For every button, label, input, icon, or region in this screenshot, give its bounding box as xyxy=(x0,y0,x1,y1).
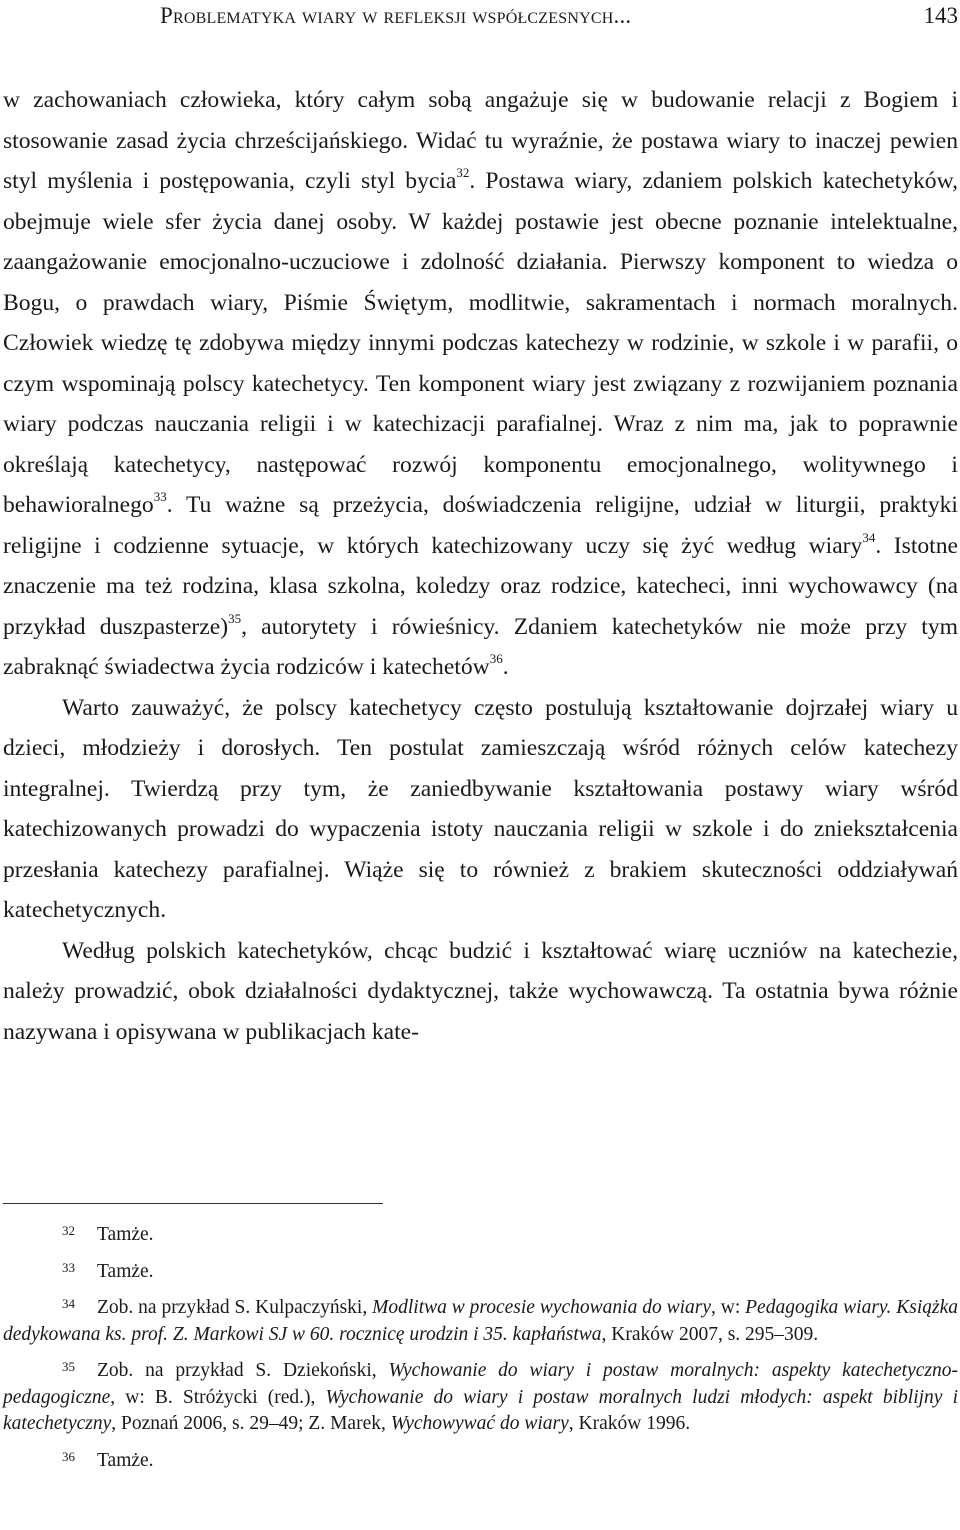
footnote-separator xyxy=(3,1203,383,1204)
footnote-text: , Kraków 1996. xyxy=(568,1413,691,1434)
footnote-34: 34 Zob. na przykład S. Kulpaczyński, Modlitwa w procesie wychowania do wiary, w: Pedagogika wiary. Książka dedykowana ks. prof. Z. Markowi SJ w 60. rocznicę urodzin i 35. kapłaństwa, Kraków 2007, s. 295–309. xyxy=(3,1296,958,1345)
footnote-33: 33 Tamże. xyxy=(62,1259,154,1282)
footnote-text: Zob. na przykład S. Dziekoński, xyxy=(97,1360,389,1381)
footnote-cited-title: Wychowanie do wiary i postaw moralnych: aspekty katechetyczno-pedagogiczne xyxy=(3,1360,958,1408)
footnote-text: , Poznań 2006, s. 29–49; Z. Marek, xyxy=(111,1413,391,1434)
paragraph-2: Warto zauważyć, że polscy katechetycy często postulują kształtowanie dojrzałej wiary u dzieci, młodzieży i dorosłych. Ten postulat zamieszczają wśród różnych celów katechezy integralnej. Twierdzą przy tym, że zaniedbywanie kształtowania postawy wiary wśród katechizowanych prowadzi do wypaczenia istoty nauczania religii w szkole i do zniekształcenia przesłania katechezy parafialnej. Wiąże się to również z brakiem skuteczności oddziaływań katechetycznych. xyxy=(3,694,958,923)
running-header xyxy=(3,3,958,37)
footnote-ref-35: 35 xyxy=(228,610,242,626)
footnote-32: 32 Tamże. xyxy=(62,1223,154,1245)
footnote-cited-title: Wychowywać do wiary xyxy=(390,1413,569,1434)
paragraph-1-text-a: w zachowaniach człowieka, który całym sobą angażuje się w budowanie relacji z Bogiem i stosowanie zasad życia chrześcijańskiego. Widać tu wyraźnie, że postawa wiary to inaczej pewien styl myślenia i postępowania, czyli styl bycia xyxy=(3,87,958,194)
footnote-text: , Kraków 2007, s. 295–309. xyxy=(601,1323,819,1345)
footnote-ref-33: 33 xyxy=(153,489,167,505)
footnote-text: Tamże. xyxy=(97,1449,154,1471)
footnote-ref-32: 32 xyxy=(456,165,470,181)
paragraph-1 xyxy=(3,80,958,688)
main-text xyxy=(3,80,958,1052)
footnotes xyxy=(3,1222,958,1484)
paragraph-1-text-e: , autorytety i rówieśnicy. Zdaniem katechetyków nie może przy tym zabraknąć świadectwa życia rodziców i katechetów xyxy=(3,613,958,680)
paragraph-1-text-b: . Postawa wiary, zdaniem polskich katechetyków, obejmuje wiele sfer życia danej osoby. W każdej postawie jest obecne poznanie intelektualne, zaangażowanie emocjonalno-uczuciowe i zdolność działania. Pierwszy komponent to wiedza o Bogu, o prawdach wiary, Piśmie Świętym, modlitwie, sakramentach i normach moralnych. Człowiek wiedzę tę zdobywa między innymi podczas katechezy w rodzinie, w szkole i w parafii, o czym wspominają polscy katechetycy. Ten komponent wiary jest związany z rozwijaniem poznania wiary podczas nauczania religii i w katechizacji parafialnej. Wraz z nim ma, jak to poprawnie określają katechetycy, następować rozwój komponentu emocjonalnego, wolitywnego i behawioralnego xyxy=(3,168,958,518)
footnote-cited-book: Pedagogika wiary. Książka dedykowana ks. prof. Z. Markowi SJ w 60. rocznicę urodzin i 35. kapłaństwa xyxy=(3,1297,958,1345)
footnote-ref-34: 34 xyxy=(862,529,876,545)
footnote-cited-book: Wychowanie do wiary i postaw moralnych ludzi młodych: aspekt biblijny i katechetyczny xyxy=(3,1386,958,1434)
footnote-text: Zob. na przykład S. Kulpaczyński, xyxy=(97,1297,373,1318)
footnote-cited-title: Modlitwa w procesie wychowania do wiary xyxy=(372,1297,711,1318)
footnote-text: Tamże. xyxy=(97,1260,154,1282)
paragraph-1-text-f: . xyxy=(502,654,509,680)
footnote-text: , w: B. Stróżycki (red.), xyxy=(110,1386,326,1408)
page-number: 143 xyxy=(923,3,958,28)
running-header-title: Problematyka wiary w refleksji współczesnych... xyxy=(160,3,632,28)
paragraph-3: Według polskich katechetyków, chcąc budzić i kształtować wiarę uczniów na katechezie, należy prowadzić, obok działalności dydaktycznej, także wychowawczą. Ta ostatnia bywa różnie nazywana i opisywana w publikacjach kate- xyxy=(3,937,958,1045)
book-page xyxy=(3,0,958,1530)
footnote-text: , w: xyxy=(711,1297,746,1318)
paragraph-1-text-d: . Istotne znaczenie ma też rodzina, klasa szkolna, koledzy oraz rodzice, katecheci, inni wychowawcy (na przykład duszpasterze) xyxy=(3,532,958,640)
footnote-text: Tamże. xyxy=(97,1224,154,1245)
footnote-35: 35 Zob. na przykład S. Dziekoński, Wychowanie do wiary i postaw moralnych: aspekty katechetyczno-pedagogiczne, w: B. Stróżycki (red.), Wychowanie do wiary i postaw moralnych ludzi młodych: aspekt biblijny i katechetyczny, Poznań 2006, s. 29–49; Z. Marek, Wychowywać do wiary, Kraków 1996. xyxy=(3,1359,958,1434)
footnote-36: 36 Tamże. xyxy=(62,1448,154,1471)
paragraph-1-text-c: . Tu ważne są przeżycia, doświadczenia religijne, udział w liturgii, praktyki religijne i codzienne sytuacje, w których katechizowany uczy się żyć według wiary xyxy=(3,492,958,559)
footnote-ref-36: 36 xyxy=(489,651,503,667)
